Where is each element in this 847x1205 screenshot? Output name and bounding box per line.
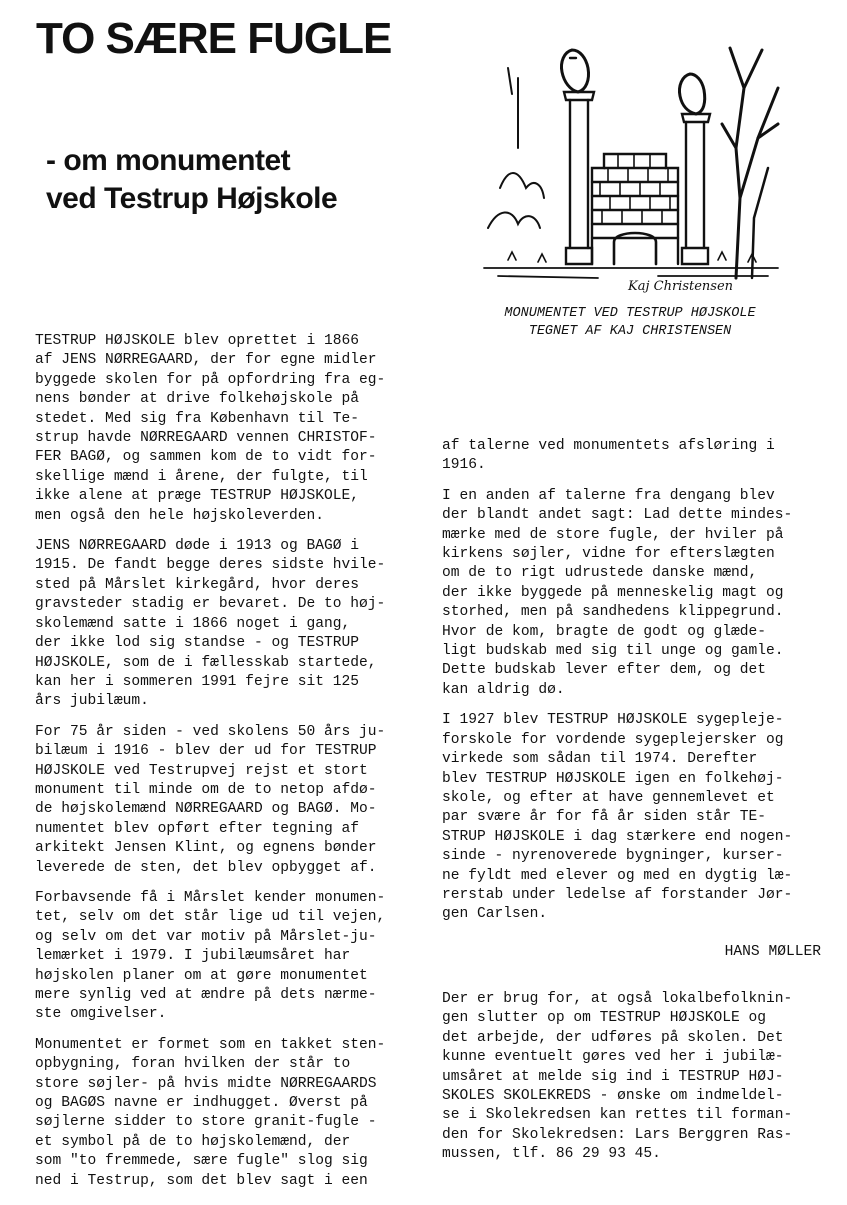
text-line: ikke alene at præge TESTRUP HØJSKOLE, <box>35 488 360 505</box>
text-line: kirkens søjler, vidne for efterslægten <box>442 546 775 563</box>
text-line: se i Skolekredsen kan rettes til forman- <box>442 1107 793 1124</box>
text-line: strup havde NØRREGAARD vennen CHRISTOF- <box>35 430 377 447</box>
page-title: TO SÆRE FUGLE <box>36 14 392 63</box>
text-line: rerstab under ledelse af forstander Jør- <box>442 886 793 903</box>
right-paragraph <box>442 487 827 700</box>
text-line: skellige mænd i årene, der fulgte, til <box>35 468 368 485</box>
text-line: og selv om det var motiv på Mårslet-ju- <box>35 928 377 945</box>
text-line: Monumentet er formet som en takket sten- <box>35 1036 386 1053</box>
text-line: gen slutter op om TESTRUP HØJSKOLE og <box>442 1010 767 1027</box>
text-line: skole, og efter at have gennemlevet et <box>442 789 775 806</box>
text-line: 1915. De fandt begge deres sidste hvile- <box>35 557 386 574</box>
text-line: mussen, tlf. 86 29 93 45. <box>442 1146 661 1163</box>
left-paragraph <box>35 889 415 1025</box>
text-line: storhed, men på sandhedens klippegrund. <box>442 604 784 621</box>
text-line: numentet blev opført efter tegning af <box>35 820 360 837</box>
text-line: mere synlig ved at ændre på dets nærme- <box>35 987 377 1003</box>
text-line: et symbol på de to højskolemænd, der <box>35 1133 351 1150</box>
text-line: monument til minde om de to netop afdø- <box>35 781 377 798</box>
text-line: gravsteder stadig er bevaret. De to høj- <box>35 596 386 613</box>
text-line: I en anden af talerne fra dengang blev <box>442 487 775 504</box>
text-line: ned i Testrup, som det blev sagt i een <box>35 1172 368 1189</box>
text-line: kan her i sommeren 1991 fejre sit 125 <box>35 673 360 690</box>
text-line: der ikke byggede på menneskelig magt og <box>442 584 784 601</box>
caption-line: MONUMENTET VED TESTRUP HØJSKOLE <box>504 306 756 321</box>
text-line: som "to fremmede, sære fugle" slog sig <box>35 1153 368 1170</box>
left-paragraph <box>35 1036 415 1191</box>
text-line: nens bønder at drive folkehøjskole på <box>35 391 360 408</box>
right-paragraph <box>442 711 827 924</box>
page-subtitle <box>46 142 337 219</box>
text-line: de højskolemænd NØRREGAARD og BAGØ. Mo- <box>35 801 377 818</box>
author-signature: HANS MØLLER <box>724 943 821 960</box>
text-line: leverede de sten, det blev opbygget af. <box>35 859 377 876</box>
text-line: HØJSKOLE ved Testrupvej rejst et stort <box>35 762 368 779</box>
left-paragraph <box>35 332 415 526</box>
text-line: den for Skolekredsen: Lars Berggren Ras- <box>442 1126 793 1143</box>
text-line: byggede skolen for på opfordring fra eg- <box>35 371 386 388</box>
closing-notice <box>442 990 827 1176</box>
text-line: højskolen planer om at gøre monumentet <box>35 967 368 984</box>
subtitle-line: - om monumentet <box>46 144 291 177</box>
text-line: forskole for vordende sygeplejersker og <box>442 731 784 748</box>
text-line: bilæum i 1916 - blev der ud for TESTRUP <box>35 743 377 760</box>
text-line: umsåret at melde sig ind i TESTRUP HØJ- <box>442 1068 784 1085</box>
artist-signature: Kaj Christensen <box>628 279 734 294</box>
text-line: I 1927 blev TESTRUP HØJSKOLE sygepleje- <box>442 712 784 729</box>
text-line: opbygning, foran hvilken der står to <box>35 1056 351 1073</box>
text-line: virkede som sådan til 1974. Derefter <box>442 751 758 768</box>
text-line: gen Carlsen. <box>442 906 548 923</box>
text-line: par svære år for få år siden står TE- <box>442 809 767 826</box>
left-paragraph <box>35 537 415 712</box>
text-line: 1916. <box>442 457 486 474</box>
text-line: Forbavsende få i Mårslet kender monumen- <box>35 889 386 906</box>
text-line: sinde - nyrenoverede bygninger, kurser- <box>442 848 784 865</box>
text-line: HØJSKOLE, som de i fællesskab startede, <box>35 654 377 671</box>
text-line: Der er brug for, at også lokalbefolknin- <box>442 991 793 1007</box>
text-line: SKOLES SKOLEKREDS - ønske om indmeldel- <box>442 1088 784 1105</box>
monument-drawing <box>478 28 788 298</box>
text-line: stedet. Med sig fra København til Te- <box>35 410 360 427</box>
text-line: arkitekt Jensen Klint, og egnens bønder <box>35 840 377 857</box>
right-paragraph <box>442 437 827 476</box>
text-line: kan aldrig dø. <box>442 681 565 698</box>
text-line: ste omgivelser. <box>35 1006 167 1023</box>
text-line: ligt budskab med sig til unge og gamle. <box>442 643 784 660</box>
text-line: års jubilæum. <box>35 693 149 710</box>
text-line: STRUP HØJSKOLE i dag stærkere end nogen- <box>442 828 793 845</box>
text-line: kunne eventuelt gøres ved her i jubilæ- <box>442 1049 784 1066</box>
text-line: For 75 år siden - ved skolens 50 års ju- <box>35 723 386 740</box>
closing-paragraph <box>442 990 827 1165</box>
caption-line: TEGNET AF KAJ CHRISTENSEN <box>528 324 732 339</box>
text-line: Hvor de kom, bragte de godt og glæde- <box>442 623 767 640</box>
right-column <box>442 437 827 973</box>
text-line: sted på Mårslet kirkegård, hvor deres <box>35 576 360 593</box>
text-line: der ikke lod sig standse - og TESTRUP <box>35 635 360 652</box>
text-line: om de to rigt udrustede danske mænd, <box>442 565 758 582</box>
text-line: men også den hele højskoleverden. <box>35 507 325 524</box>
text-line: JENS NØRREGAARD døde i 1913 og BAGØ i <box>35 538 360 555</box>
text-line: der blandt andet sagt: Lad dette mindes- <box>442 507 793 524</box>
text-line: mærke med de store fugle, der hviler på <box>442 526 784 543</box>
text-line: af talerne ved monumentets afsløring i <box>442 438 775 454</box>
text-line: blev TESTRUP HØJSKOLE igen en folkehøj- <box>442 770 784 787</box>
text-line: lemærket i 1979. I jubilæumsåret har <box>35 948 351 965</box>
text-line: Dette budskab lever efter dem, og det <box>442 662 767 679</box>
text-line: tet, selv om det står lige ud til vejen, <box>35 909 386 926</box>
illustration-caption <box>470 305 790 341</box>
text-line: FER BAGØ, og sammen kom de to vidt for- <box>35 449 377 466</box>
text-line: og BAGØS navne er indhugget. Øverst på <box>35 1095 368 1112</box>
text-line: ne fyldt med elever og med en dygtig læ- <box>442 867 793 884</box>
left-paragraph <box>35 723 415 878</box>
text-line: af JENS NØRREGAARD, der for egne midler <box>35 352 377 369</box>
text-line: det arbejde, der udføres på skolen. Det <box>442 1029 784 1046</box>
text-line: TESTRUP HØJSKOLE blev oprettet i 1866 <box>35 333 360 349</box>
text-line: store søjler- på hvis midte NØRREGAARDS <box>35 1075 377 1092</box>
subtitle-line: ved Testrup Højskole <box>46 182 338 216</box>
text-line: søjlerne sidder to store granit-fugle - <box>35 1114 377 1131</box>
left-column <box>35 332 415 1202</box>
text-line: skolemænd satte i 1866 noget i gang, <box>35 615 351 632</box>
